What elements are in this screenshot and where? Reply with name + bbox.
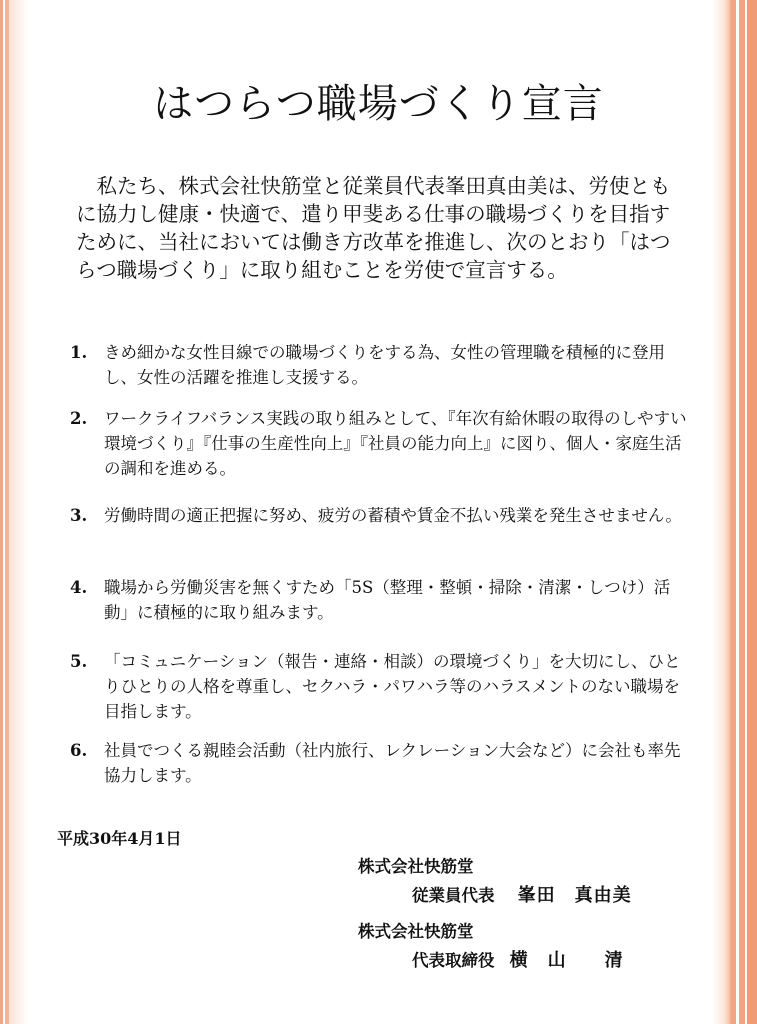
list-item [70, 649, 690, 724]
item-number: 6. [70, 741, 88, 760]
item-number: 4. [70, 578, 88, 597]
signature-role: 従業員代表 [412, 886, 495, 905]
list-item [70, 738, 690, 788]
item-text: 職場から労働災害を無くすため「5S（整理・整頓・掃除・清潔・しつけ）活動」に積極的に取り組みます。 [104, 578, 671, 622]
signature-name: 峯田 真由美 [517, 885, 632, 906]
declaration-date: 平成30年4月1日 [57, 829, 182, 848]
item-text: きめ細かな女性目線での職場づくりをする為、女性の管理職を積極的に登用し、女性の活躍を推進し支援する。 [104, 343, 665, 387]
item-text: ワークライフバランス実践の取り組みとして、『年次有給休暇の取得のしやすい環境づくり』『仕事の生産性向上』『社員の能力向上』に図り、個人・家庭生活の調和を進める。 [104, 409, 687, 478]
signature-block [412, 881, 632, 907]
list-item [70, 406, 690, 481]
list-item [70, 575, 690, 625]
item-text: 社員でつくる親睦会活動（社内旅行、レクレーション大会など）に会社も率先協力します。 [104, 741, 681, 785]
item-number: 1. [70, 343, 88, 362]
item-text: 労働時間の適正把握に努め、疲労の蓄積や賃金不払い残業を発生させません。 [104, 506, 682, 525]
signature-block [412, 946, 624, 972]
item-text: 「コミュニケーション（報告・連絡・相談）の環境づくり」を大切にし、ひとりひとりの人格を尊重し、セクハラ・パワハラ等のハラスメントのない職場を目指します。 [104, 652, 681, 721]
intro-paragraph: 私たち、株式会社快筋堂と従業員代表峯田真由美は、労使ともに協力し健康・快適で、遣り甲斐ある仕事の職場づくりを目指すために、当社においては働き方改革を推進し、次のとおり「はつらつ職場づくり」に取り組むことを労使で宣言する。 [76, 174, 671, 282]
list-item [70, 503, 690, 528]
signature-company: 株式会社快筋堂 [358, 857, 474, 876]
list-item [70, 340, 690, 390]
document-title: はつらつ職場づくり宣言 [153, 81, 604, 127]
item-number: 5. [70, 652, 88, 671]
signature-role: 代表取締役 [412, 951, 495, 970]
signature-company: 株式会社快筋堂 [358, 922, 474, 941]
item-number: 3. [70, 506, 88, 525]
signature-name: 横 山 清 [509, 950, 624, 971]
item-number: 2. [70, 409, 88, 428]
